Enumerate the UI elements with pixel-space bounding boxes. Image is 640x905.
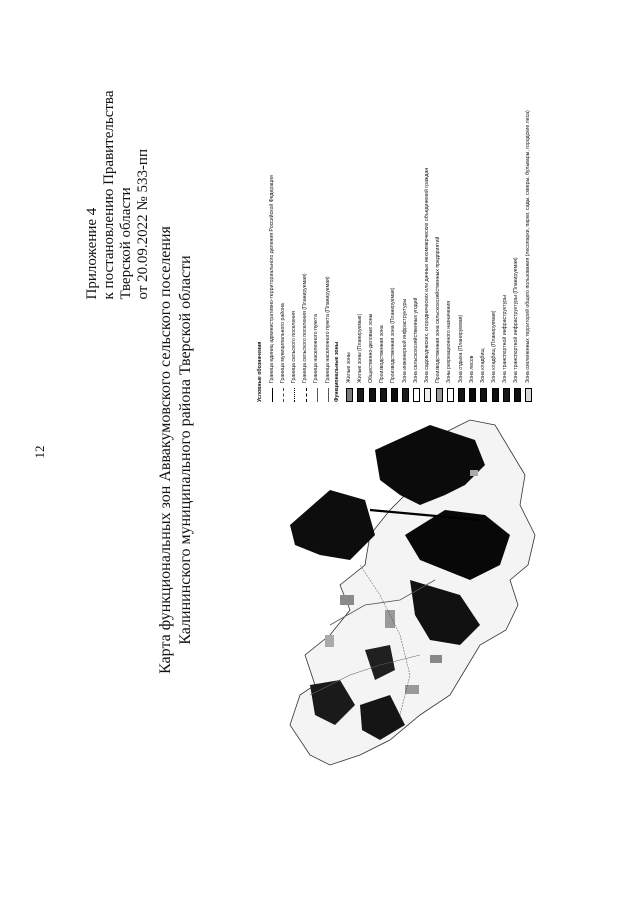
legend-zone-item: [456, 142, 467, 402]
legend-boundary-item: [312, 142, 323, 402]
legend-zone-item: [478, 142, 489, 402]
legend-zone-label: Зона лесов: [468, 355, 475, 383]
legend-boundary-item: [301, 142, 312, 402]
legend-line-symbol: [328, 388, 329, 402]
map-legend: [257, 110, 588, 402]
legend-color-swatch: [458, 388, 465, 402]
legend-zone-label: Зона кладбищ (Планируемая): [491, 310, 498, 383]
legend-zone-item: [355, 142, 366, 402]
legend-zone-item: [467, 142, 478, 402]
legend-zone-item: [512, 142, 523, 402]
legend-line-symbol: [272, 388, 273, 402]
zone-gray-1: [340, 595, 354, 605]
zone-gray-3: [430, 655, 442, 663]
legend-color-swatch: [346, 388, 353, 402]
legend-zones: [344, 110, 534, 402]
legend-boundary-item: [267, 142, 278, 402]
legend-boundary-label: Граница сельского поселения: [290, 311, 297, 383]
appendix-line-4: от 20.09.2022 № 533-пп: [135, 149, 151, 300]
legend-color-swatch: [469, 388, 476, 402]
legend-zone-item: [400, 142, 411, 402]
legend-boundary-item: [278, 142, 289, 402]
legend-color-swatch: [391, 388, 398, 402]
legend-zone-label: Зона озелененных территорий общего пользования (лесопарки, парки, сады, скверы, бульвары, городские леса): [524, 110, 531, 383]
legend-title: Условные обозначения: [257, 341, 263, 402]
legend-zone-label: Зона транспортной инфраструктуры: [502, 295, 509, 383]
legend-color-swatch: [447, 388, 454, 402]
legend-line-symbol: [306, 388, 307, 402]
page-number: 12: [32, 445, 47, 459]
legend-zone-label: Зона инженерной инфраструктуры: [401, 298, 408, 383]
forest-zone-west: [290, 490, 375, 560]
legend-color-swatch: [436, 388, 443, 402]
legend-zone-item: [434, 142, 445, 402]
legend-zone-label: Жилые зоны (Планируемые): [356, 313, 363, 383]
legend-boundary-label: Граница муниципального района: [279, 303, 286, 383]
legend-boundary-label: Граница единиц административно-территориального деления Российской Федерации: [268, 175, 275, 383]
legend-zone-item: [366, 142, 377, 402]
zone-gray-2: [385, 610, 395, 628]
legend-color-swatch: [424, 388, 431, 402]
appendix-line-1: Приложение 4: [84, 207, 100, 300]
legend-zone-label: Общественно-деловые зоны: [368, 313, 375, 383]
legend-color-swatch: [413, 388, 420, 402]
zone-gray-4: [325, 635, 334, 647]
legend-boundary-item: [323, 142, 334, 402]
legend-zone-label: Зона садоводческих, огороднических или дачных некоммерческих объединений граждан: [423, 167, 430, 383]
legend-boundary-item: [289, 142, 300, 402]
legend-color-swatch: [357, 388, 364, 402]
legend-color-swatch: [480, 388, 487, 402]
appendix-line-3: Тверской области: [118, 187, 134, 300]
legend-zones-title: Функциональные зоны: [334, 341, 341, 402]
legend-color-swatch: [402, 388, 409, 402]
legend-boundary-label: Граница населенного пункта (Планируемая): [324, 276, 331, 383]
legend-boundary-label: Граница населенного пункта: [313, 314, 320, 383]
legend-zone-item: [422, 142, 433, 402]
map-title-line-1: Карта функциональных зон Аввакумовского сельского поселения: [157, 226, 174, 674]
legend-content: [257, 110, 588, 402]
legend-color-swatch: [492, 388, 499, 402]
functional-zones-map: [270, 395, 545, 780]
legend-color-swatch: [380, 388, 387, 402]
legend-zone-label: Зоны рекреационного назначения: [446, 300, 453, 383]
legend-color-swatch: [525, 388, 532, 402]
zone-gray-6: [470, 470, 478, 476]
legend-zone-label: Зона транспортной инфраструктуры (Планируемая): [513, 257, 520, 383]
appendix-line-2: к постановлению Правительства: [101, 90, 117, 300]
legend-zone-item: [523, 110, 534, 402]
legend-line-symbol: [317, 388, 318, 402]
legend-zone-item: [344, 142, 355, 402]
legend-zone-label: Производственная зона (Планируемая): [390, 287, 397, 383]
legend-zone-label: Зона отдыха (Планируемая): [457, 314, 464, 383]
legend-line-symbol: [283, 388, 284, 402]
legend-zone-label: Жилые зоны: [345, 352, 352, 383]
legend-boundary-label: Граница сельского поселения (Планируемая): [302, 273, 309, 383]
legend-zone-item: [389, 142, 400, 402]
legend-zone-label: Производственная зона сельскохозяйственных предприятий: [435, 236, 442, 383]
legend-zone-item: [411, 142, 422, 402]
legend-line-symbol: [294, 388, 295, 402]
legend-zone-label: Зона сельскохозяйственных угодий: [412, 297, 419, 383]
legend-boundaries: [267, 142, 334, 402]
legend-zone-item: [490, 142, 501, 402]
legend-color-swatch: [503, 388, 510, 402]
legend-color-swatch: [369, 388, 376, 402]
legend-zone-item: [378, 142, 389, 402]
legend-color-swatch: [514, 388, 521, 402]
map-title-line-2: Калининского муниципального района Тверской области: [177, 255, 194, 645]
legend-zone-item: [501, 142, 512, 402]
legend-zone-item: [445, 142, 456, 402]
legend-zone-label: Зона кладбищ: [479, 348, 486, 383]
appendix-header: [84, 91, 152, 300]
map-title: [156, 226, 196, 674]
legend-zone-label: Производственная зона: [379, 325, 386, 383]
